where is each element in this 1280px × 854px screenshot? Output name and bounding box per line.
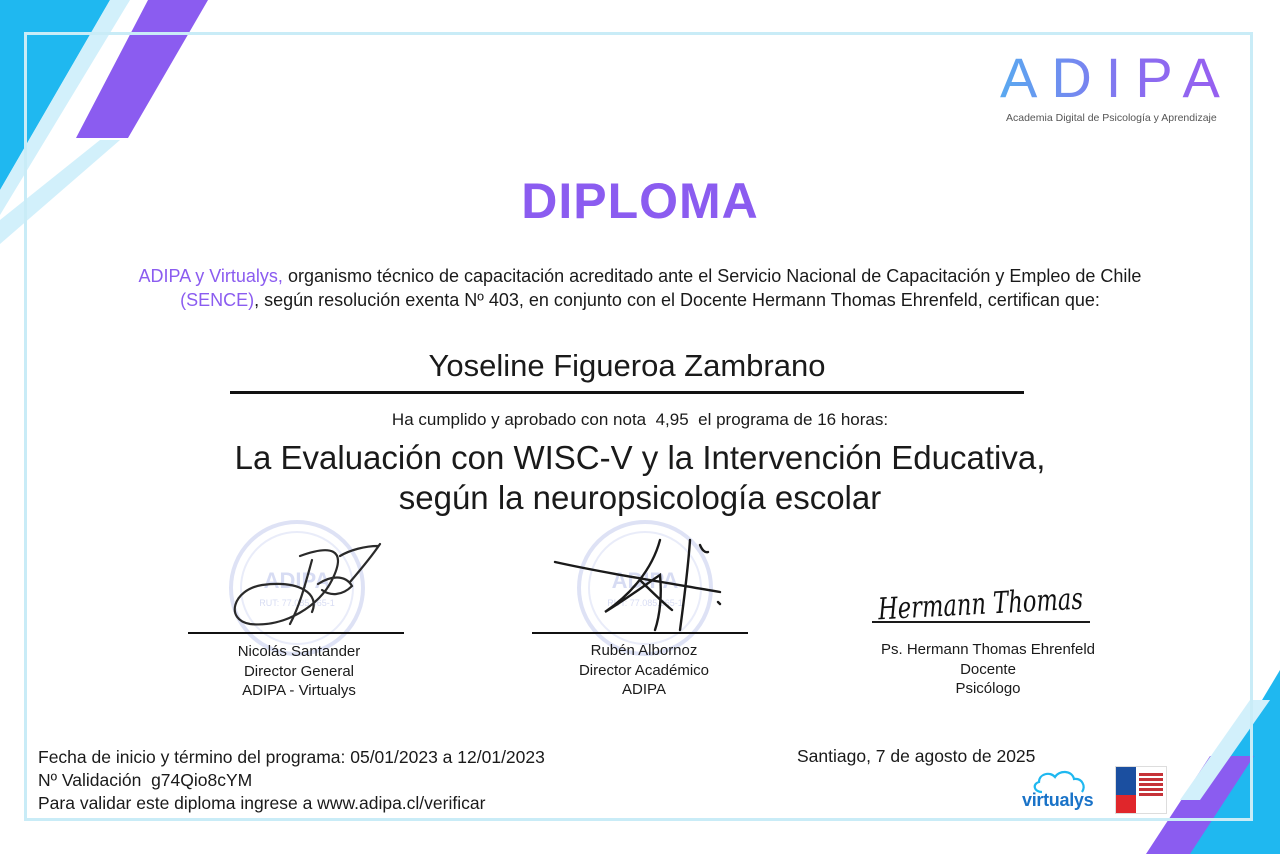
government-logo bbox=[1115, 766, 1167, 814]
signatory-1 bbox=[188, 642, 410, 701]
stamp-2-rut: RUT: 77.085.965-1 bbox=[607, 598, 683, 608]
signature-3: Hermann Thomas bbox=[877, 578, 1151, 628]
signatory-3-name: Ps. Hermann Thomas Ehrenfeld bbox=[881, 641, 1095, 658]
recipient-underline bbox=[230, 391, 1024, 394]
signatory-3-role: Docente bbox=[960, 660, 1016, 678]
signatory-3 bbox=[858, 640, 1118, 699]
logo-subtitle: Academia Digital de Psicología y Aprendizaje bbox=[1006, 112, 1217, 124]
logo-wordmark: ADIPA bbox=[1000, 50, 1240, 106]
signature-line-1 bbox=[188, 632, 404, 634]
course-title-line-1: La Evaluación con WISC-V y la Intervención Educativa, bbox=[234, 439, 1046, 476]
stamp-2-label: ADIPA bbox=[611, 568, 679, 593]
diploma-title: DIPLOMA bbox=[521, 173, 759, 229]
signature-line-2 bbox=[532, 632, 748, 634]
recipient-name: Yoseline Figueroa Zambrano bbox=[428, 348, 826, 383]
intro-text-1: organismo técnico de capacitación acreditado ante el Servicio Nacional de Capacitación y Empleo de Chile bbox=[282, 266, 1142, 286]
gov-flag-blue bbox=[1116, 767, 1136, 795]
footer-info bbox=[38, 746, 545, 815]
signatory-1-org: ADIPA - Virtualys bbox=[242, 682, 356, 699]
course-title bbox=[100, 438, 1180, 518]
gov-text-lines bbox=[1139, 773, 1163, 798]
course-title-line-2: según la neuropsicología escolar bbox=[398, 479, 882, 516]
intro-org: ADIPA y Virtualys, bbox=[138, 266, 283, 286]
intro-text-2: , según resolución exenta Nº 403, en conjunto con el Docente Hermann Thomas Ehrenfeld, certifican que: bbox=[254, 290, 1100, 310]
signatory-2-name: Rubén Albornoz bbox=[590, 642, 698, 659]
adipa-logo bbox=[1000, 46, 1240, 124]
validation-code: Nº Validación g74Qio8cYM bbox=[38, 770, 253, 790]
verify-instructions: Para validar este diploma ingrese a www.adipa.cl/verificar bbox=[38, 793, 486, 813]
stamp-1-label: ADIPA bbox=[263, 568, 331, 593]
issue-place-date: Santiago, 7 de agosto de 2025 bbox=[797, 746, 1036, 766]
virtualys-logo bbox=[1022, 766, 1114, 814]
signatory-1-role: Director General bbox=[243, 662, 355, 680]
intro-paragraph bbox=[100, 264, 1180, 312]
gov-flag-red bbox=[1116, 795, 1136, 813]
stamp-1-rut: RUT: 77.085.965-1 bbox=[259, 598, 335, 608]
signatory-2-org: ADIPA bbox=[622, 681, 666, 698]
signatory-1-name: Nicolás Santander bbox=[237, 643, 361, 660]
program-dates: Fecha de inicio y término del programa: 05/01/2023 a 12/01/2023 bbox=[38, 747, 545, 767]
signatory-3-org: Psicólogo bbox=[955, 680, 1021, 697]
signatory-2 bbox=[532, 641, 756, 700]
intro-sence: (SENCE) bbox=[180, 290, 255, 310]
virtualys-wordmark: virtualys bbox=[1022, 790, 1094, 810]
grade-statement: Ha cumplido y aprobado con nota 4,95 el programa de 16 horas: bbox=[391, 410, 889, 429]
signatory-2-role: Director Académico bbox=[578, 661, 710, 679]
